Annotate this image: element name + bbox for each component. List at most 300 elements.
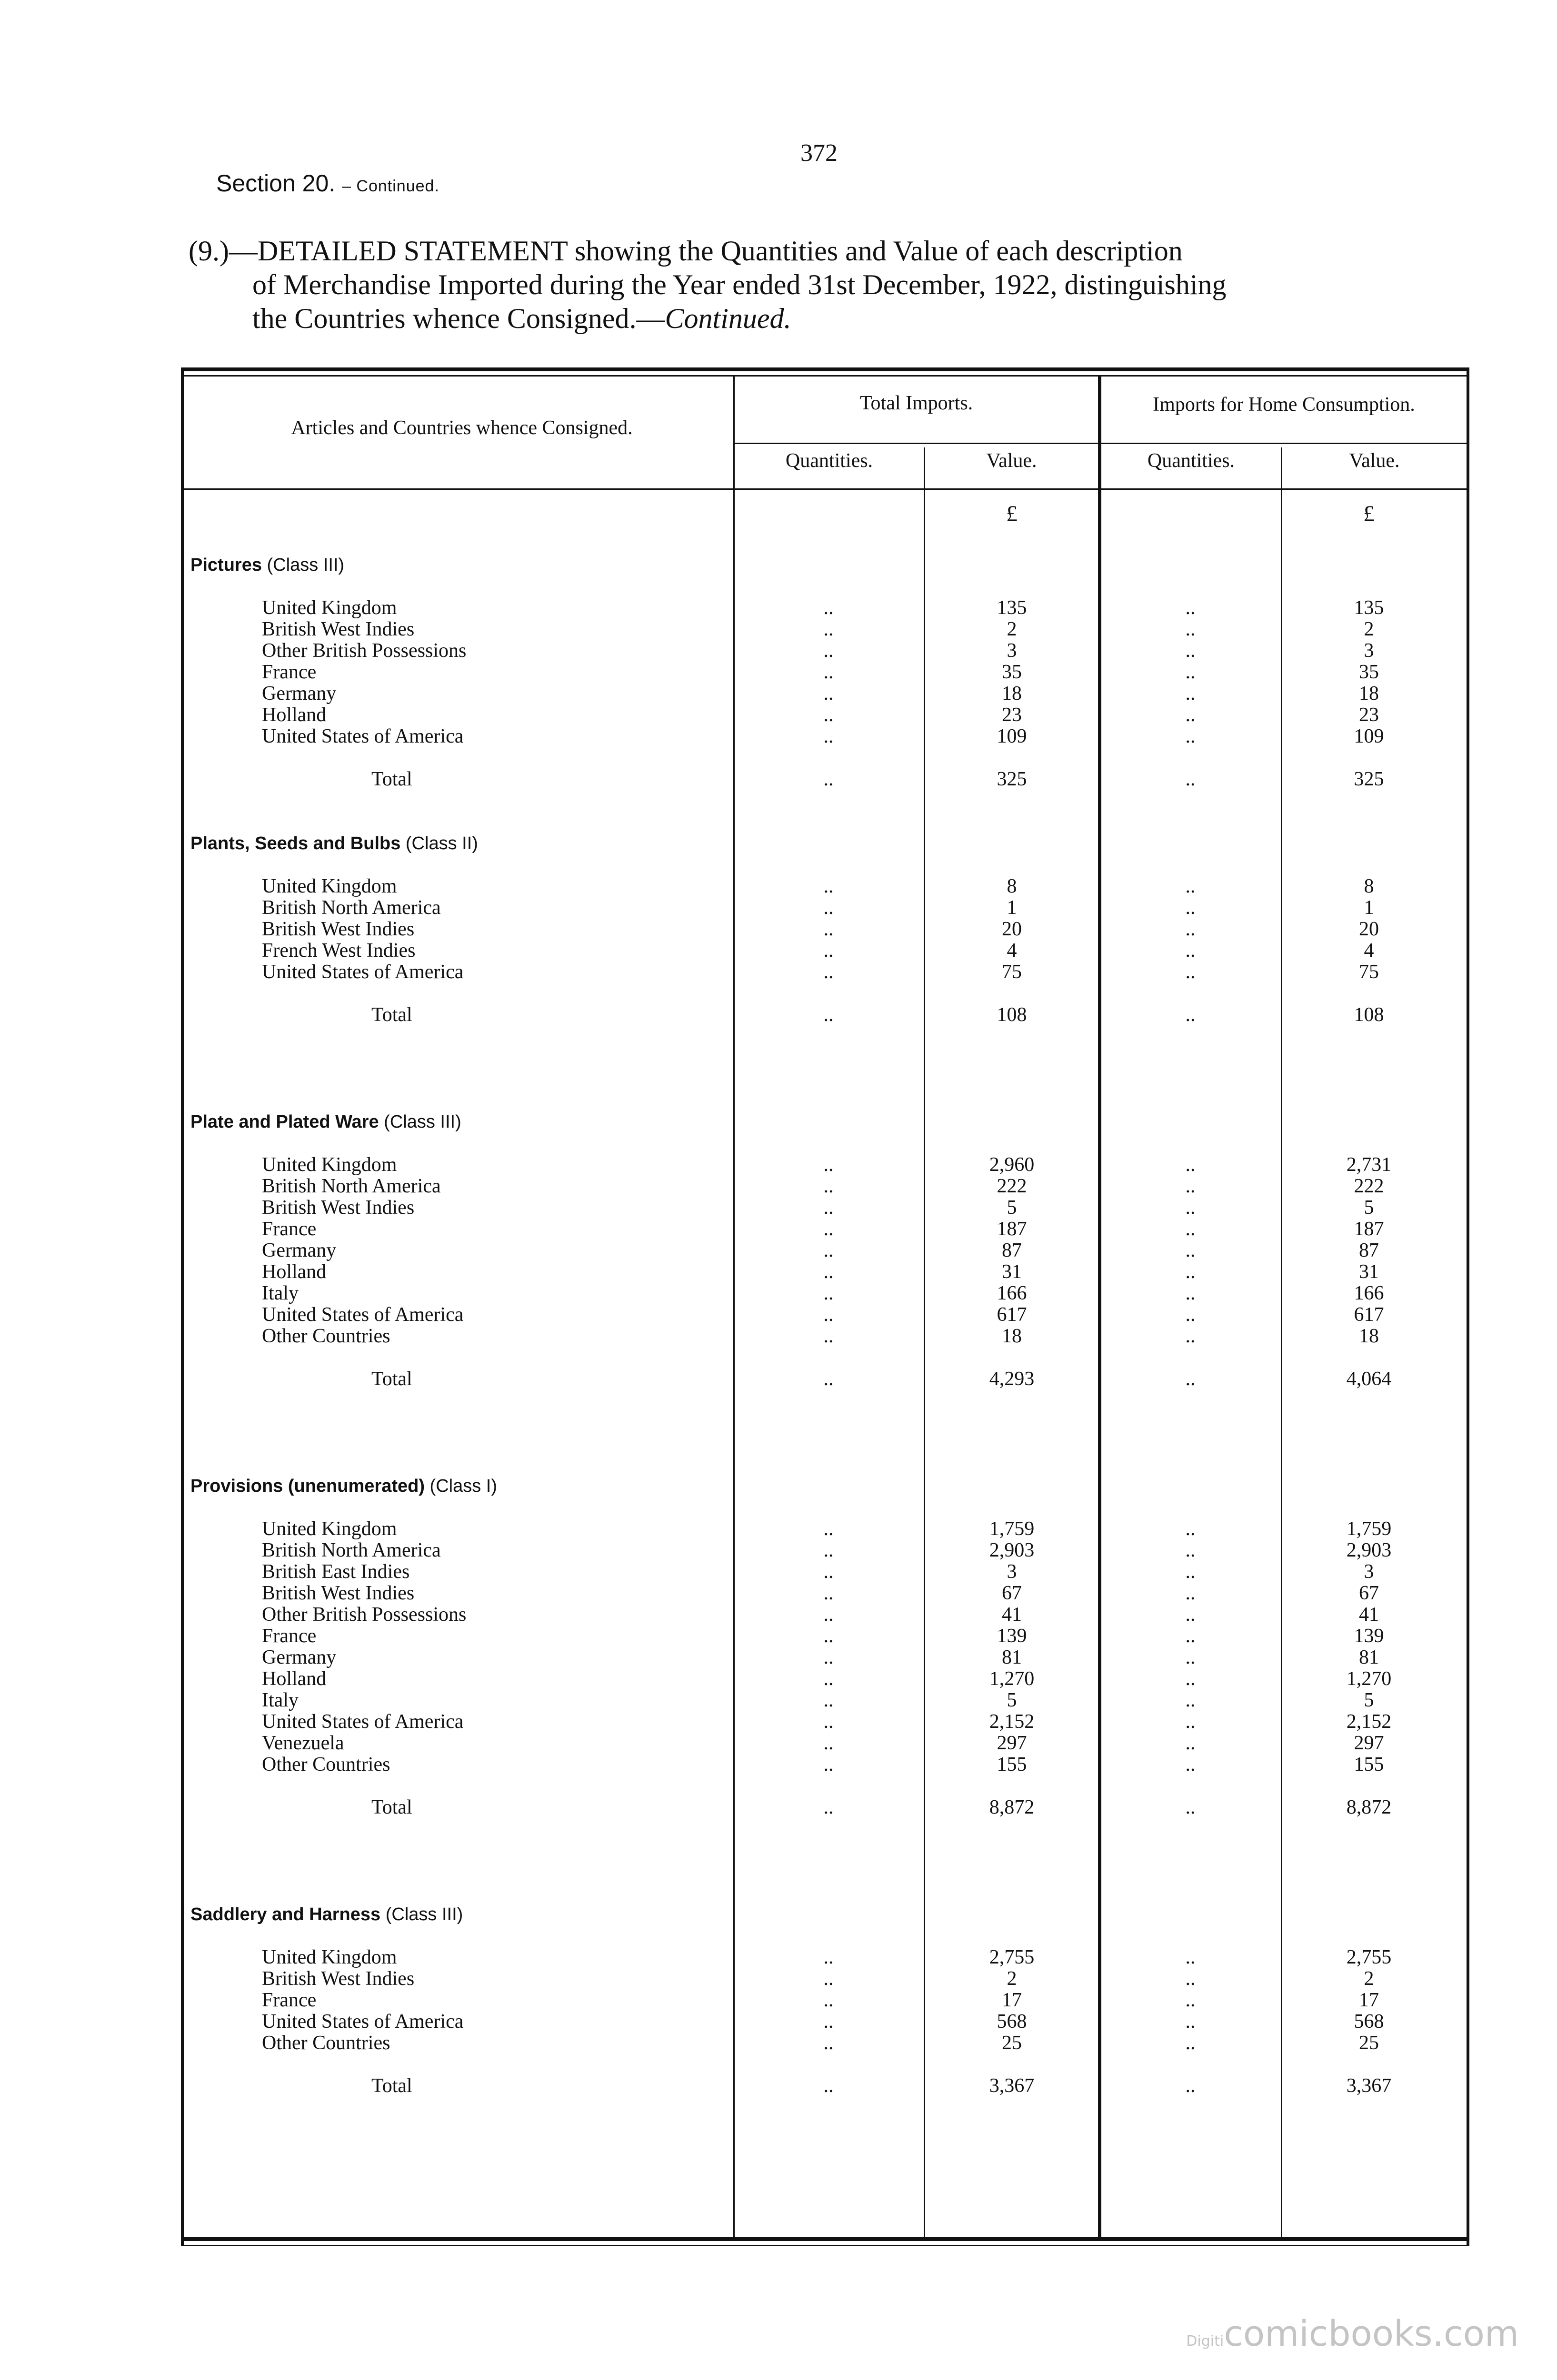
spacer xyxy=(190,1026,1457,1047)
home-consumption-quantity: .. xyxy=(1185,1946,1196,1968)
country-name: United States of America xyxy=(262,1304,464,1326)
spacer xyxy=(190,2054,1457,2075)
quantities-header-1: Quantities. xyxy=(785,450,873,472)
home-consumption-quantity: .. xyxy=(1185,1154,1196,1176)
total-imports-quantity: .. xyxy=(823,1604,834,1626)
spacer xyxy=(190,1047,1457,1069)
country-cell xyxy=(190,1176,733,1197)
table-row xyxy=(190,1754,1457,1775)
country-cell xyxy=(190,597,733,619)
section-suffix: – Continued. xyxy=(342,177,439,195)
country-cell xyxy=(190,1154,733,1176)
home-consumption-value: 2,755 xyxy=(1346,1946,1392,1968)
table-row xyxy=(190,2011,1457,2033)
total-imports-value: 81 xyxy=(1002,1646,1022,1668)
total-imports-quantity: .. xyxy=(823,683,834,704)
total-imports-value: 18 xyxy=(1002,683,1022,704)
total-imports-value: 75 xyxy=(1002,961,1022,983)
country-cell xyxy=(190,940,733,962)
country-name: Venezuela xyxy=(262,1733,344,1754)
section-label: Section 20. xyxy=(216,170,336,197)
country-name: British East Indies xyxy=(262,1561,410,1583)
total-imports-quantity: .. xyxy=(823,875,834,897)
total-imports-quantity: .. xyxy=(823,1689,834,1711)
home-consumption-value: 8 xyxy=(1364,875,1374,897)
country-cell xyxy=(190,726,733,747)
country-cell xyxy=(190,1561,733,1583)
total-imports-quantity: .. xyxy=(823,1175,834,1197)
table-frame-bottom-thin xyxy=(181,2245,1469,2246)
spacer xyxy=(190,790,1457,812)
quantities-header-2: Quantities. xyxy=(1147,450,1235,472)
country-name: France xyxy=(262,1990,317,2011)
total-label-cell xyxy=(190,1368,733,1390)
table-row xyxy=(190,1304,1457,1326)
home-consumption-quantity: .. xyxy=(1185,1561,1196,1583)
total-imports-quantity: .. xyxy=(823,1732,834,1754)
total-imports-value: 35 xyxy=(1002,661,1022,683)
table-row xyxy=(190,683,1457,704)
total-imports-value: 67 xyxy=(1002,1582,1022,1604)
total-imports-value: 139 xyxy=(997,1625,1027,1647)
table-row xyxy=(190,876,1457,897)
total-imports-quantity: .. xyxy=(823,1711,834,1733)
country-cell xyxy=(190,1754,733,1775)
total-imports-quantity: .. xyxy=(823,661,834,683)
group-heading-gap xyxy=(425,1476,430,1496)
country-cell xyxy=(190,1304,733,1326)
total-imports-value: 187 xyxy=(997,1218,1027,1240)
total-imports-value: 2 xyxy=(1007,1968,1017,1990)
group-heading xyxy=(190,555,733,576)
table-row xyxy=(190,897,1457,919)
group-heading-row xyxy=(190,555,1457,576)
country-cell xyxy=(190,1968,733,1990)
table-row xyxy=(190,1540,1457,1561)
home-consumption-quantity: .. xyxy=(1185,2011,1196,2033)
total-imports-quantity: .. xyxy=(823,1518,834,1540)
table-frame-right xyxy=(1467,367,1469,2246)
table-frame-bottom xyxy=(181,2237,1469,2241)
country-name: Other Countries xyxy=(262,1326,390,1347)
total-imports-value: 1,270 xyxy=(989,1668,1035,1690)
country-cell xyxy=(190,1733,733,1754)
footer-watermark xyxy=(1186,2313,1519,2354)
table-row xyxy=(190,1240,1457,1261)
home-consumption-quantity: .. xyxy=(1185,897,1196,919)
country-cell xyxy=(190,1626,733,1647)
total-imports-quantity: .. xyxy=(823,1539,834,1561)
country-name: Italy xyxy=(262,1283,299,1304)
table-row xyxy=(190,640,1457,662)
home-consumption-value: 187 xyxy=(1354,1218,1384,1240)
spacer xyxy=(190,983,1457,1004)
country-cell xyxy=(190,1283,733,1304)
spacer xyxy=(190,1454,1457,1476)
country-name: British West Indies xyxy=(262,1197,415,1219)
home-consumption-quantity: .. xyxy=(1185,1668,1196,1690)
spacer xyxy=(190,1861,1457,1883)
country-name: Holland xyxy=(262,1668,327,1690)
total-imports-value: 2,152 xyxy=(989,1711,1035,1733)
total-imports-quantity: .. xyxy=(823,640,834,662)
country-cell xyxy=(190,1261,733,1283)
country-cell xyxy=(190,1518,733,1540)
table-frame-top-thin xyxy=(181,375,1469,377)
country-name: British West Indies xyxy=(262,919,415,940)
group-heading-gap xyxy=(379,1112,384,1132)
total-imports-quantity: .. xyxy=(823,1304,834,1326)
table-row xyxy=(190,1733,1457,1754)
home-consumption-value: 5 xyxy=(1364,1197,1374,1219)
home-consumption-value: 3 xyxy=(1364,1561,1374,1583)
country-name: British North America xyxy=(262,1540,441,1561)
group-heading-title: Plants, Seeds and Bulbs xyxy=(190,833,401,853)
total-imports-value: 3 xyxy=(1007,1561,1017,1583)
home-consumption-value-total: 3,367 xyxy=(1346,2075,1392,2097)
table-row xyxy=(190,1561,1457,1583)
home-consumption-value: 2 xyxy=(1364,1968,1374,1990)
spacer xyxy=(190,1069,1457,1090)
country-cell xyxy=(190,1540,733,1561)
currency-symbol-1: £ xyxy=(1006,501,1018,526)
table-row xyxy=(190,1990,1457,2011)
country-name: Other Countries xyxy=(262,1754,390,1775)
total-imports-quantity-total: .. xyxy=(823,1004,834,1026)
country-name: United States of America xyxy=(262,962,464,983)
home-consumption-value: 2 xyxy=(1364,618,1374,640)
home-consumption-value: 617 xyxy=(1354,1304,1384,1326)
home-consumption-value: 155 xyxy=(1354,1754,1384,1775)
total-imports-quantity: .. xyxy=(823,1218,834,1240)
home-consumption-quantity: .. xyxy=(1185,661,1196,683)
total-imports-value: 5 xyxy=(1007,1197,1017,1219)
home-consumption-quantity-total: .. xyxy=(1185,768,1196,790)
country-cell xyxy=(190,683,733,704)
total-row xyxy=(190,1004,1457,1026)
country-cell xyxy=(190,1583,733,1604)
home-consumption-quantity: .. xyxy=(1185,1325,1196,1347)
rule-header-bottom xyxy=(184,488,1467,490)
total-imports-value: 31 xyxy=(1002,1261,1022,1283)
total-imports-quantity: .. xyxy=(823,918,834,940)
home-consumption-value: 23 xyxy=(1359,704,1379,726)
spacer xyxy=(190,747,1457,769)
table-row xyxy=(190,1154,1457,1176)
total-imports-value-total: 3,367 xyxy=(989,2075,1035,2097)
country-name: Germany xyxy=(262,1647,337,1668)
group-heading-class: (Class II) xyxy=(405,833,478,853)
spacer xyxy=(190,812,1457,833)
home-consumption-value: 20 xyxy=(1359,918,1379,940)
total-row xyxy=(190,769,1457,790)
total-imports-quantity: .. xyxy=(823,618,834,640)
country-name: United Kingdom xyxy=(262,876,397,897)
home-consumption-value-total: 108 xyxy=(1354,1004,1384,1026)
home-consumption-quantity: .. xyxy=(1185,1539,1196,1561)
spacer xyxy=(190,1411,1457,1433)
home-consumption-quantity: .. xyxy=(1185,961,1196,983)
home-consumption-value-total: 8,872 xyxy=(1346,1796,1392,1818)
table-row xyxy=(190,1647,1457,1668)
table-row xyxy=(190,619,1457,640)
home-consumption-value: 222 xyxy=(1354,1175,1384,1197)
table-row xyxy=(190,940,1457,962)
group-heading-title: Plate and Plated Ware xyxy=(190,1112,379,1132)
table-row xyxy=(190,1219,1457,1240)
table-frame-top xyxy=(181,367,1469,371)
table-row xyxy=(190,1283,1457,1304)
home-consumption-quantity: .. xyxy=(1185,1175,1196,1197)
country-cell xyxy=(190,1604,733,1626)
total-imports-value: 617 xyxy=(997,1304,1027,1326)
home-consumption-value: 5 xyxy=(1364,1689,1374,1711)
home-consumption-value: 75 xyxy=(1359,961,1379,983)
country-name: Other Countries xyxy=(262,2033,390,2054)
group-heading xyxy=(190,833,733,854)
spacer xyxy=(190,1090,1457,1111)
total-imports-quantity: .. xyxy=(823,1261,834,1283)
page-number: 372 xyxy=(800,139,838,167)
total-imports-quantity: .. xyxy=(823,1668,834,1690)
country-cell xyxy=(190,704,733,726)
statement-title xyxy=(189,234,1460,336)
total-label-cell xyxy=(190,1004,733,1026)
spacer xyxy=(190,1840,1457,1861)
table-row xyxy=(190,1690,1457,1711)
group-heading-gap xyxy=(262,555,267,575)
table-row xyxy=(190,726,1457,747)
table-row xyxy=(190,597,1457,619)
country-name: British West Indies xyxy=(262,619,415,640)
group-heading-row xyxy=(190,1904,1457,1925)
table-row xyxy=(190,962,1457,983)
total-imports-quantity: .. xyxy=(823,2032,834,2054)
total-imports-quantity: .. xyxy=(823,1154,834,1176)
total-imports-value-total: 108 xyxy=(997,1004,1027,1026)
country-name: British West Indies xyxy=(262,1968,415,1990)
country-name: United States of America xyxy=(262,726,464,747)
spacer xyxy=(190,1433,1457,1454)
country-name: United States of America xyxy=(262,1711,464,1733)
footer-watermark-text: comicbooks.com xyxy=(1224,2313,1519,2354)
country-name: United Kingdom xyxy=(262,1518,397,1540)
home-consumption-quantity: .. xyxy=(1185,1989,1196,2011)
home-consumption-value: 18 xyxy=(1359,683,1379,704)
section-heading xyxy=(216,169,439,197)
home-consumption-quantity-total: .. xyxy=(1185,1368,1196,1390)
spacer xyxy=(190,1883,1457,1904)
total-imports-value: 20 xyxy=(1002,918,1022,940)
currency-symbol-2: £ xyxy=(1363,501,1375,526)
currency-row xyxy=(190,495,1457,533)
home-consumption-quantity: .. xyxy=(1185,1518,1196,1540)
country-cell xyxy=(190,619,733,640)
total-imports-quantity: .. xyxy=(823,1325,834,1347)
spacer xyxy=(190,1390,1457,1411)
home-consumption-quantity: .. xyxy=(1185,2032,1196,2054)
table-row xyxy=(190,1711,1457,1733)
total-imports-value-total: 325 xyxy=(997,768,1027,790)
country-cell xyxy=(190,897,733,919)
table-row xyxy=(190,1197,1457,1219)
home-consumption-value: 1 xyxy=(1364,897,1374,919)
country-cell xyxy=(190,962,733,983)
total-imports-value: 222 xyxy=(997,1175,1027,1197)
home-consumption-value: 25 xyxy=(1359,2032,1379,2054)
spacer xyxy=(190,1497,1457,1518)
value-header-1: Value. xyxy=(986,450,1037,472)
home-consumption-value: 17 xyxy=(1359,1989,1379,2011)
country-cell xyxy=(190,1219,733,1240)
total-row xyxy=(190,2075,1457,2097)
total-imports-quantity: .. xyxy=(823,940,834,962)
home-consumption-quantity: .. xyxy=(1185,1711,1196,1733)
home-consumption-value: 297 xyxy=(1354,1732,1384,1754)
rule-header-sub xyxy=(733,443,1467,444)
table-row xyxy=(190,662,1457,683)
country-name: France xyxy=(262,662,317,683)
home-consumption-header: Imports for Home Consumption. xyxy=(1153,394,1415,416)
total-imports-value: 1 xyxy=(1007,897,1017,919)
spacer xyxy=(190,533,1457,555)
total-imports-value: 25 xyxy=(1002,2032,1022,2054)
home-consumption-value-total: 325 xyxy=(1354,768,1384,790)
total-imports-quantity-total: .. xyxy=(823,768,834,790)
total-imports-quantity-total: .. xyxy=(823,1368,834,1390)
total-imports-quantity: .. xyxy=(823,1754,834,1775)
country-name: Germany xyxy=(262,683,337,704)
total-row xyxy=(190,1797,1457,1818)
table-row xyxy=(190,1326,1457,1347)
home-consumption-quantity-total: .. xyxy=(1185,1004,1196,1026)
country-cell xyxy=(190,919,733,940)
country-name: United Kingdom xyxy=(262,1154,397,1176)
total-imports-value: 87 xyxy=(1002,1240,1022,1261)
group-heading-gap xyxy=(400,833,406,853)
home-consumption-value-total: 4,064 xyxy=(1346,1368,1392,1390)
spacer xyxy=(190,576,1457,597)
group-heading xyxy=(190,1476,733,1497)
home-consumption-quantity: .. xyxy=(1185,1197,1196,1219)
total-imports-value: 8 xyxy=(1007,875,1017,897)
country-name: United Kingdom xyxy=(262,597,397,619)
total-imports-quantity: .. xyxy=(823,1582,834,1604)
country-name: Other British Possessions xyxy=(262,640,467,662)
total-label: Total xyxy=(371,1004,412,1026)
home-consumption-value: 139 xyxy=(1354,1625,1384,1647)
home-consumption-value: 2,152 xyxy=(1346,1711,1392,1733)
group-heading-row xyxy=(190,1476,1457,1497)
total-imports-quantity: .. xyxy=(823,1240,834,1261)
home-consumption-value: 81 xyxy=(1359,1646,1379,1668)
table-row xyxy=(190,1604,1457,1626)
spacer xyxy=(190,1347,1457,1368)
total-imports-header: Total Imports. xyxy=(859,392,973,414)
country-name: France xyxy=(262,1219,317,1240)
country-cell xyxy=(190,1690,733,1711)
country-name: United Kingdom xyxy=(262,1947,397,1968)
group-heading-class: (Class III) xyxy=(267,555,345,575)
group-heading xyxy=(190,1904,733,1925)
spacer xyxy=(190,1818,1457,1840)
country-name: Other British Possessions xyxy=(262,1604,467,1626)
total-imports-quantity: .. xyxy=(823,725,834,747)
country-cell xyxy=(190,1947,733,1968)
table-row xyxy=(190,2033,1457,2054)
home-consumption-quantity: .. xyxy=(1185,875,1196,897)
total-imports-value: 41 xyxy=(1002,1604,1022,1626)
home-consumption-quantity: .. xyxy=(1185,1261,1196,1283)
total-label: Total xyxy=(371,2075,412,2097)
country-name: Holland xyxy=(262,1261,327,1283)
table-row xyxy=(190,1261,1457,1283)
country-cell xyxy=(190,640,733,662)
home-consumption-quantity: .. xyxy=(1185,1240,1196,1261)
total-imports-quantity: .. xyxy=(823,1968,834,1990)
home-consumption-quantity: .. xyxy=(1185,597,1196,619)
spacer xyxy=(190,854,1457,876)
country-name: Germany xyxy=(262,1240,337,1261)
home-consumption-value: 67 xyxy=(1359,1582,1379,1604)
home-consumption-quantity: .. xyxy=(1185,940,1196,962)
home-consumption-value: 35 xyxy=(1359,661,1379,683)
title-line-3-main: the Countries whence Consigned.— xyxy=(252,303,665,334)
total-imports-quantity: .. xyxy=(823,897,834,919)
spacer xyxy=(190,1133,1457,1154)
home-consumption-quantity: .. xyxy=(1185,1754,1196,1775)
total-imports-value: 135 xyxy=(997,597,1027,619)
total-imports-quantity: .. xyxy=(823,704,834,726)
currency-q1 xyxy=(733,495,924,533)
total-label: Total xyxy=(371,1797,412,1818)
total-imports-value: 155 xyxy=(997,1754,1027,1775)
total-imports-value: 4 xyxy=(1007,940,1017,962)
home-consumption-quantity-total: .. xyxy=(1185,1796,1196,1818)
country-name: United States of America xyxy=(262,2011,464,2033)
table-row xyxy=(190,1518,1457,1540)
total-imports-value: 2,903 xyxy=(989,1539,1035,1561)
total-imports-value: 297 xyxy=(997,1732,1027,1754)
table-row xyxy=(190,1176,1457,1197)
home-consumption-quantity: .. xyxy=(1185,1625,1196,1647)
country-cell xyxy=(190,876,733,897)
total-label-cell xyxy=(190,1797,733,1818)
total-imports-quantity: .. xyxy=(823,1282,834,1304)
title-line-2: of Merchandise Imported during the Year ended 31st December, 1922, distinguishing xyxy=(252,269,1227,300)
group-heading-row xyxy=(190,1111,1457,1133)
home-consumption-quantity: .. xyxy=(1185,704,1196,726)
home-consumption-quantity: .. xyxy=(1185,683,1196,704)
home-consumption-quantity: .. xyxy=(1185,1582,1196,1604)
total-imports-quantity: .. xyxy=(823,1561,834,1583)
home-consumption-value: 2,903 xyxy=(1346,1539,1392,1561)
home-consumption-quantity: .. xyxy=(1185,1646,1196,1668)
total-imports-quantity: .. xyxy=(823,1625,834,1647)
total-imports-value: 2,960 xyxy=(989,1154,1035,1176)
group-heading-row xyxy=(190,833,1457,854)
total-imports-quantity: .. xyxy=(823,2011,834,2033)
country-name: France xyxy=(262,1626,317,1647)
home-consumption-value: 109 xyxy=(1354,725,1384,747)
total-imports-value: 568 xyxy=(997,2011,1027,2033)
group-heading-title: Provisions (unenumerated) xyxy=(190,1476,425,1496)
country-cell xyxy=(190,1711,733,1733)
home-consumption-quantity: .. xyxy=(1185,1732,1196,1754)
home-consumption-value: 41 xyxy=(1359,1604,1379,1626)
country-cell xyxy=(190,1647,733,1668)
total-imports-value: 5 xyxy=(1007,1689,1017,1711)
